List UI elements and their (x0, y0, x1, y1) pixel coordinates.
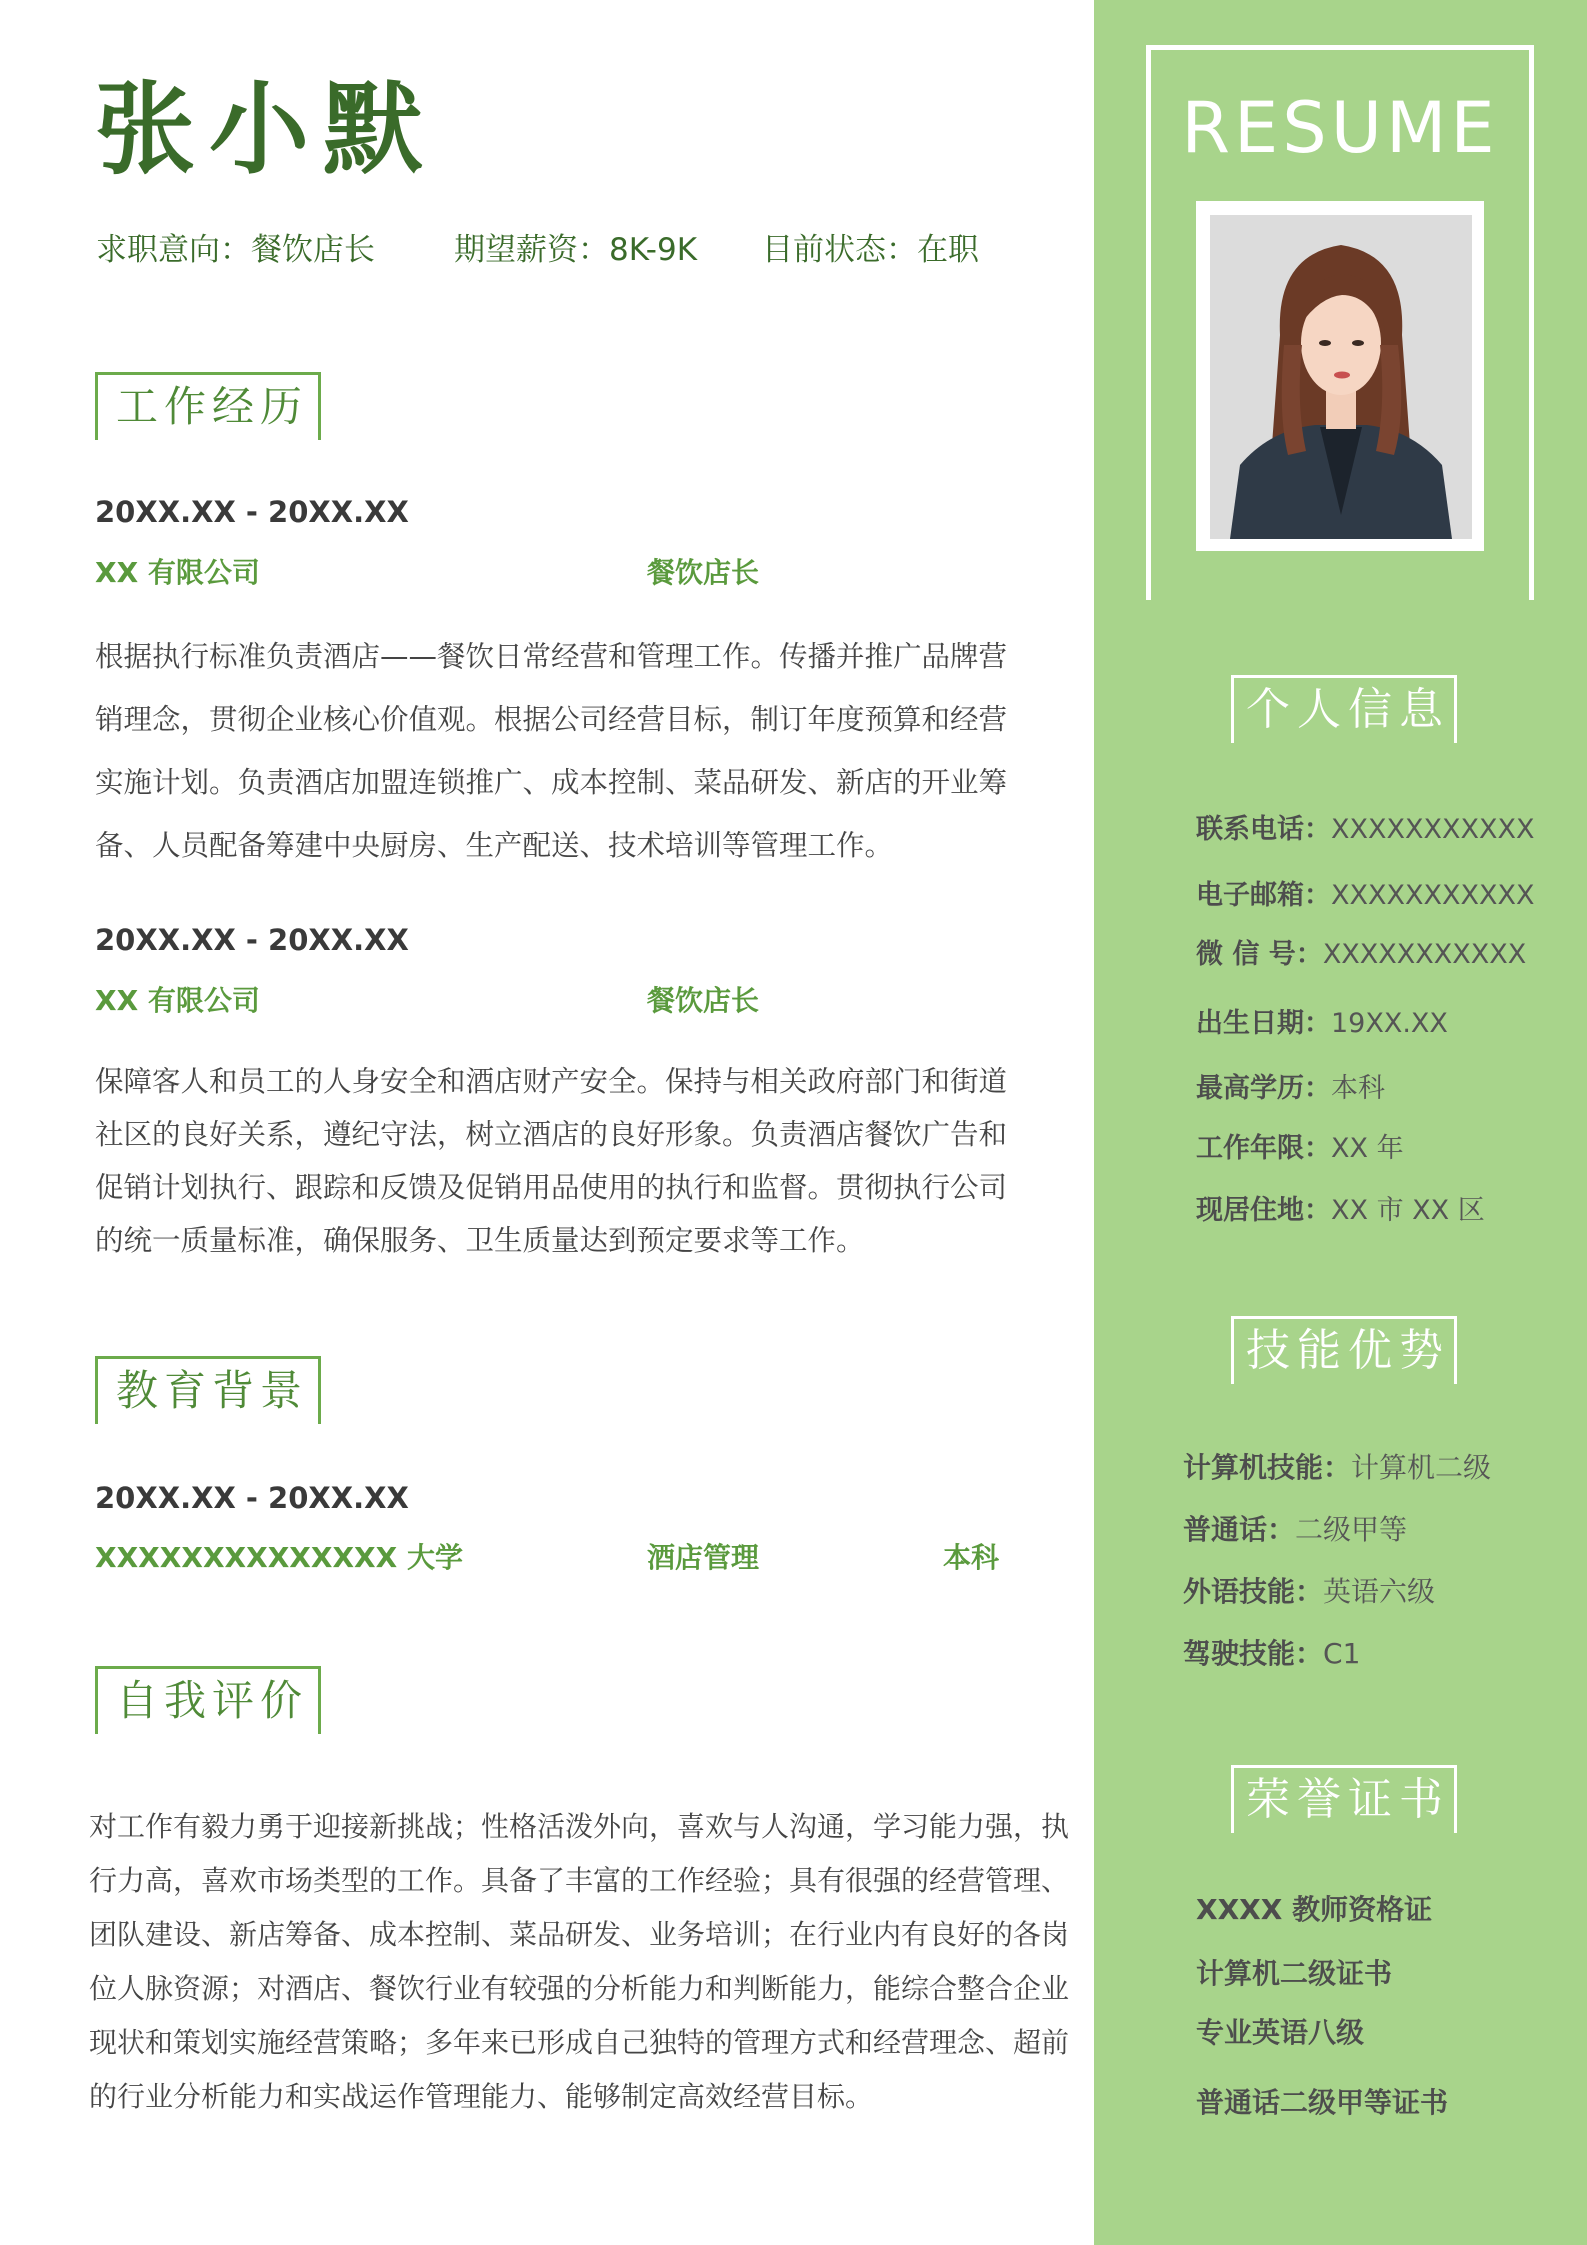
expected-salary: 期望薪资：8K-9K (454, 232, 698, 268)
job-1-date: 20XX.XX - 20XX.XX (95, 495, 409, 529)
info-email: 电子邮箱：XXXXXXXXXXX (1196, 880, 1535, 911)
info-location: 现居住地：XX 市 XX 区 (1196, 1195, 1485, 1226)
education-section-heading (95, 1356, 321, 1424)
current-status: 目前状态：在职 (762, 232, 979, 268)
skill-computer: 计算机技能：计算机二级 (1183, 1451, 1492, 1484)
honors-heading (1231, 1765, 1457, 1833)
skills-heading (1231, 1316, 1457, 1384)
info-birthdate: 出生日期：19XX.XX (1196, 1008, 1448, 1039)
honors-title: 荣誉证书 (1246, 1774, 1450, 1825)
job-2-role: 餐饮店长 (647, 984, 760, 1017)
self-eval-section-title: 自我评价 (116, 1676, 309, 1725)
honor-item: XXXX 教师资格证 (1196, 1893, 1433, 1926)
skill-language: 外语技能：英语六级 (1183, 1575, 1436, 1608)
personal-info-heading (1231, 675, 1457, 743)
info-education: 最高学历：本科 (1196, 1073, 1385, 1104)
profile-photo (1210, 215, 1472, 539)
personal-info-title: 个人信息 (1246, 684, 1450, 735)
job-2-description: 保障客人和员工的人身安全和酒店财产安全。保持与相关政府部门和街道社区的良好关系，遵纪守法，树立酒店的良好形象。负责酒店餐饮广告和促销计划执行、跟踪和反馈及促销用品使用的执行和监督。贯彻执行公司的统一质量标准，确保服务、卫生质量达到预定要求等工作。 (95, 1065, 1008, 1257)
work-section-title: 工作经历 (116, 382, 309, 431)
profile-photo-frame (1196, 201, 1484, 551)
education-section-title: 教育背景 (116, 1366, 309, 1415)
info-work-years: 工作年限：XX 年 (1196, 1133, 1404, 1164)
honor-item: 普通话二级甲等证书 (1196, 2086, 1449, 2119)
candidate-name: 张小默 (95, 71, 437, 188)
job-2-company: XX 有限公司 (95, 984, 260, 1017)
resume-label: RESUME (1181, 87, 1499, 169)
skill-mandarin: 普通话：二级甲等 (1183, 1513, 1408, 1546)
info-phone: 联系电话：XXXXXXXXXXX (1196, 814, 1535, 845)
skills-title: 技能优势 (1246, 1325, 1450, 1376)
info-wechat: 微 信 号：XXXXXXXXXXX (1196, 939, 1527, 970)
self-eval-section-heading (95, 1666, 321, 1734)
job-1-description: 根据执行标准负责酒店——餐饮日常经营和管理工作。传播并推广品牌营销理念，贯彻企业核心价值观。根据公司经营目标，制订年度预算和经营实施计划。负责酒店加盟连锁推广、成本控制、菜品研发、新店的开业筹备、人员配备筹建中央厨房、生产配送、技术培训等管理工作。 (95, 640, 1008, 862)
honor-item: 专业英语八级 (1196, 2016, 1365, 2049)
education-school: XXXXXXXXXXXXXX 大学 (95, 1541, 463, 1574)
self-eval-text: 对工作有毅力勇于迎接新挑战；性格活泼外向，喜欢与人沟通，学习能力强，执行力高，喜欢市场类型的工作。具备了丰富的工作经验；具有很强的经营管理、团队建设、新店筹备、成本控制、菜品研发、业务培训；在行业内有良好的各岗位人脉资源；对酒店、餐饮行业有较强的分析能力和判断能力，能综合整合企业现状和策划实施经营策略；多年来已形成自己独特的管理方式和经营理念、超前的行业分析能力和实战运作管理能力、能够制定高效经营目标。 (89, 1810, 1070, 2113)
job-1-company: XX 有限公司 (95, 556, 260, 589)
education-major: 酒店管理 (647, 1541, 760, 1574)
job-intent: 求职意向：餐饮店长 (96, 232, 375, 268)
skill-driving: 驾驶技能：C1 (1183, 1637, 1361, 1670)
job-1-role: 餐饮店长 (647, 556, 760, 589)
work-section-heading (95, 372, 321, 440)
honor-item: 计算机二级证书 (1196, 1957, 1393, 1990)
education-degree: 本科 (943, 1541, 1000, 1574)
education-date: 20XX.XX - 20XX.XX (95, 1481, 409, 1515)
job-2-date: 20XX.XX - 20XX.XX (95, 923, 409, 957)
